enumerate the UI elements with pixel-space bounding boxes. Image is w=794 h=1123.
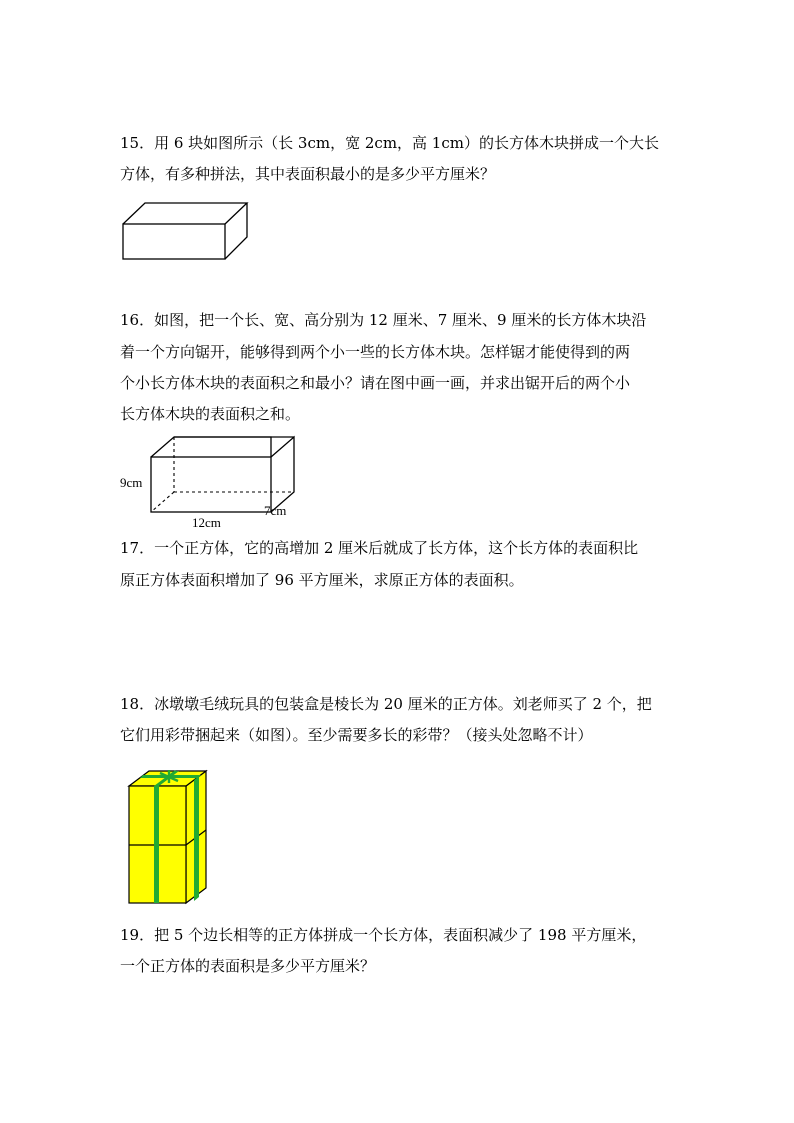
q19-text-line-2: 一个正方体的表面积是多少平方厘米？	[120, 957, 376, 975]
q16-label-width: 7cm	[264, 503, 287, 518]
q18-text-line-2: 它们用彩带捆起来（如图）。至少需要多长的彩带？（接头处忽略不计）	[120, 726, 593, 744]
q15-text-line-1: 15．用 6 块如图所示（长 3cm，宽 2cm，高 1cm）的长方体木块拼成一个大长	[120, 134, 659, 152]
q16-label-length: 12cm	[192, 515, 221, 530]
q16-label-height: 9cm	[120, 475, 143, 490]
q18-text-line-1: 18．冰墩墩毛绒玩具的包装盒是棱长为 20 厘米的正方体。刘老师买了 2 个，把	[120, 695, 652, 713]
q18-gift-box-figure	[126, 768, 212, 908]
q19-text-line-1: 19．把 5 个边长相等的正方体拼成一个长方体，表面积减少了 198 平方厘米，	[120, 926, 647, 944]
q17-text-line-2: 原正方体表面积增加了 96 平方厘米，求原正方体的表面积。	[120, 571, 524, 589]
q16-text-line-1: 16．如图，把一个长、宽、高分别为 12 厘米、7 厘米、9 厘米的长方体木块沿	[120, 311, 647, 329]
q17-text-line-1: 17．一个正方体，它的高增加 2 厘米后就成了长方体，这个长方体的表面积比	[120, 539, 639, 557]
q15-text-line-2: 方体，有多种拼法，其中表面积最小的是多少平方厘米？	[120, 165, 496, 183]
q16-text-line-3: 个小长方体木块的表面积之和最小？请在图中画一画，并求出锯开后的两个小	[120, 374, 631, 392]
q16-text-line-4: 长方体木块的表面积之和。	[120, 405, 301, 423]
q16-cuboid-figure	[118, 434, 298, 530]
q16-text-line-2: 着一个方向锯开，能够得到两个小一些的长方体木块。怎样锯才能使得到的两	[120, 343, 631, 361]
q15-cuboid-figure	[120, 200, 250, 262]
